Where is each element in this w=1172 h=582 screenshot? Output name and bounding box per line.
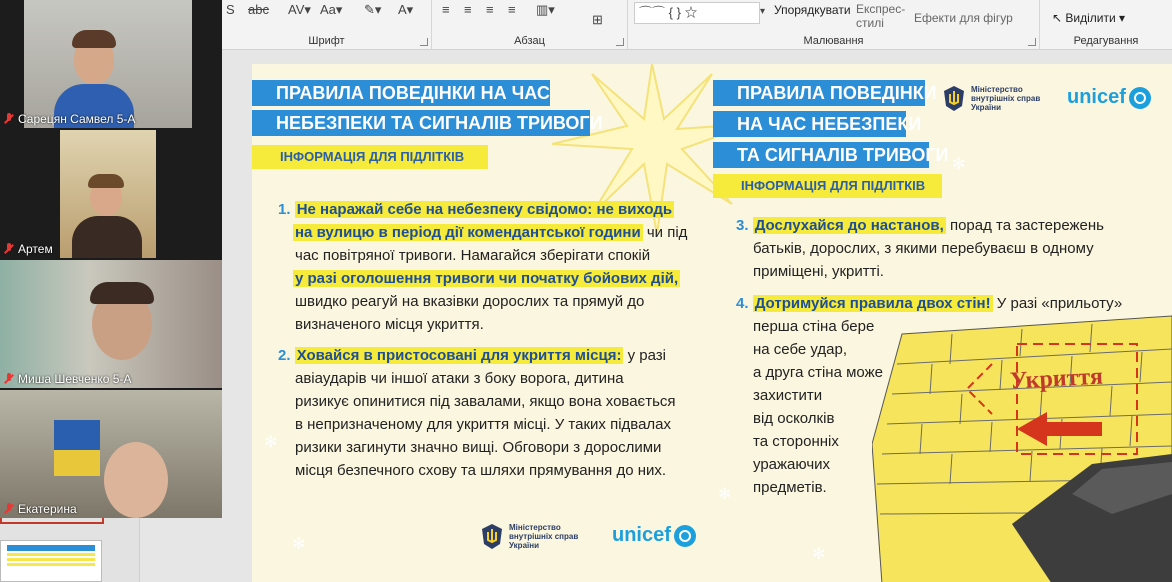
shadow-button[interactable]: S [226,2,235,17]
trident-emblem-icon [942,84,966,112]
align-left-icon[interactable]: ≡ [442,2,450,17]
shapes-more-icon[interactable]: ▾ [760,6,766,17]
participant-tile[interactable] [0,130,222,258]
paragraph-group [432,0,628,50]
shape-effects-button[interactable]: Ефекти для фігур [914,11,1013,25]
font-color-button[interactable]: A▾ [398,2,414,17]
slide-thumbnail[interactable] [0,540,102,582]
align-center-icon[interactable]: ≡ [464,2,472,17]
char-spacing-button[interactable]: AV▾ [288,2,311,17]
arc-shape-icon[interactable]: ⌒⌒ { } ☆ [639,5,698,20]
select-button[interactable]: ↖ Виділити ▾ [1052,11,1126,25]
align-right-icon[interactable]: ≡ [486,2,494,17]
rule-3: 3. Дослухайся до настанов, порад та застережень батьків, дорослих, з якими перебуваєш в одному приміщені, укритті. [736,217,1104,280]
left-subtitle: ІНФОРМАЦІЯ ДЛЯ ПІДЛІТКІВ [252,145,488,169]
video-feed [0,260,222,388]
unicef-globe-icon [1129,87,1151,109]
rule-4: 4. Дотримуйся правила двох стін! У разі «прильоту» перша стіна бере на себе удар, а друга стіна може захистити від осколків та сторонніх уражаючих предметів. [736,295,1123,496]
columns-icon[interactable]: ▥▾ [536,2,555,17]
participant-name: Миша Шевченко 5-А [3,372,131,386]
right-title-line-2: НА ЧАС НЕБЕЗПЕКИ [713,111,906,137]
font-group [222,0,432,50]
right-subtitle: ІНФОРМАЦІЯ ДЛЯ ПІДЛІТКІВ [713,174,942,198]
unicef-logo-top: unicef [1067,86,1151,109]
drawing-group [628,0,1040,50]
shapes-gallery[interactable] [634,2,760,24]
video-feed [60,130,156,258]
snowflake-icon: ✻ [718,486,732,503]
justify-icon[interactable]: ≡ [508,2,516,17]
unicef-globe-icon [674,525,696,547]
snowflake-icon: ✻ [952,156,966,173]
trident-emblem-icon [480,522,504,550]
right-title-line-1: ПРАВИЛА ПОВЕДІНКИ [713,80,925,106]
participant-tile[interactable] [0,0,222,128]
left-title-line-2: НЕБЕЗПЕКИ ТА СИГНАЛІВ ТРИВОГИ [252,110,590,136]
video-feed [24,0,192,128]
quick-styles-button[interactable]: Експрес-стилі [856,2,906,30]
font-group-label: Шрифт [308,35,345,47]
participant-name: Артем [3,242,53,256]
paragraph-launcher-icon[interactable] [616,38,624,46]
video-gallery [0,0,222,516]
snowflake-icon: ✻ [264,434,278,451]
snowflake-icon: ✻ [292,536,306,553]
right-title-line-3: ТА СИГНАЛІВ ТРИВОГИ [713,142,929,168]
video-feed [0,390,222,518]
smartart-icon[interactable]: ⊞ [592,12,603,27]
participant-tile[interactable] [0,390,222,518]
ministry-logo-bottom: Міністерство внутрішніх справ України [480,522,578,550]
cursor-icon: ↖ [1052,11,1063,25]
participant-name: Сарецян Самвел 5-А [3,112,135,126]
strikethrough-button[interactable]: abc [248,2,269,17]
mic-muted-icon[interactable] [3,113,15,125]
change-case-button[interactable]: Aa▾ [320,2,343,17]
mic-muted-icon[interactable] [3,243,15,255]
font-launcher-icon[interactable] [420,38,428,46]
editing-group [1040,0,1172,50]
highlight-icon[interactable]: ✎▾ [364,2,382,17]
left-title-line-1: ПРАВИЛА ПОВЕДІНКИ НА ЧАС [252,80,550,106]
participant-name: Екатерина [3,502,77,516]
rule-2: 2. Ховайся в пристосовані для укриття місця: у разі авіаударів чи іншої атаки з боку ворога, дитина ризикує опинитися під завалами, якщо вона ховається в непризначеному для укриття місці. У таких підвалах ризики загинути значно вищі. Обговори з дорослими місця безпечного схову та шляхи прямування до них. [278,347,676,479]
paragraph-group-label: Абзац [514,35,545,47]
snowflake-icon: ✻ [812,546,826,563]
mic-muted-icon[interactable] [3,373,15,385]
unicef-logo-bottom: unicef [612,524,696,547]
shelter-label: Укриття [1009,363,1104,395]
drawing-launcher-icon[interactable] [1028,38,1036,46]
editing-group-label: Редагування [1073,35,1139,47]
ministry-logo-top: Міністерство внутрішніх справ України [942,84,1040,112]
participant-tile[interactable] [0,260,222,388]
drawing-group-label: Малювання [803,35,864,47]
mic-muted-icon[interactable] [3,503,15,515]
arrange-button[interactable]: Упорядкувати [774,3,851,17]
slide-canvas[interactable] [252,64,1172,582]
rule-1: 1. Не наражай себе на небезпеку свідомо: не виходь на вулицю в період дії комендантської години чи під час повітряної тривоги. Намагайся зберігати спокій у разі оголошення тривоги чи початку бойових дій, швидко реагуй на вказівки дорослих та прямуй до визначеного місця укриття. [278,201,688,333]
